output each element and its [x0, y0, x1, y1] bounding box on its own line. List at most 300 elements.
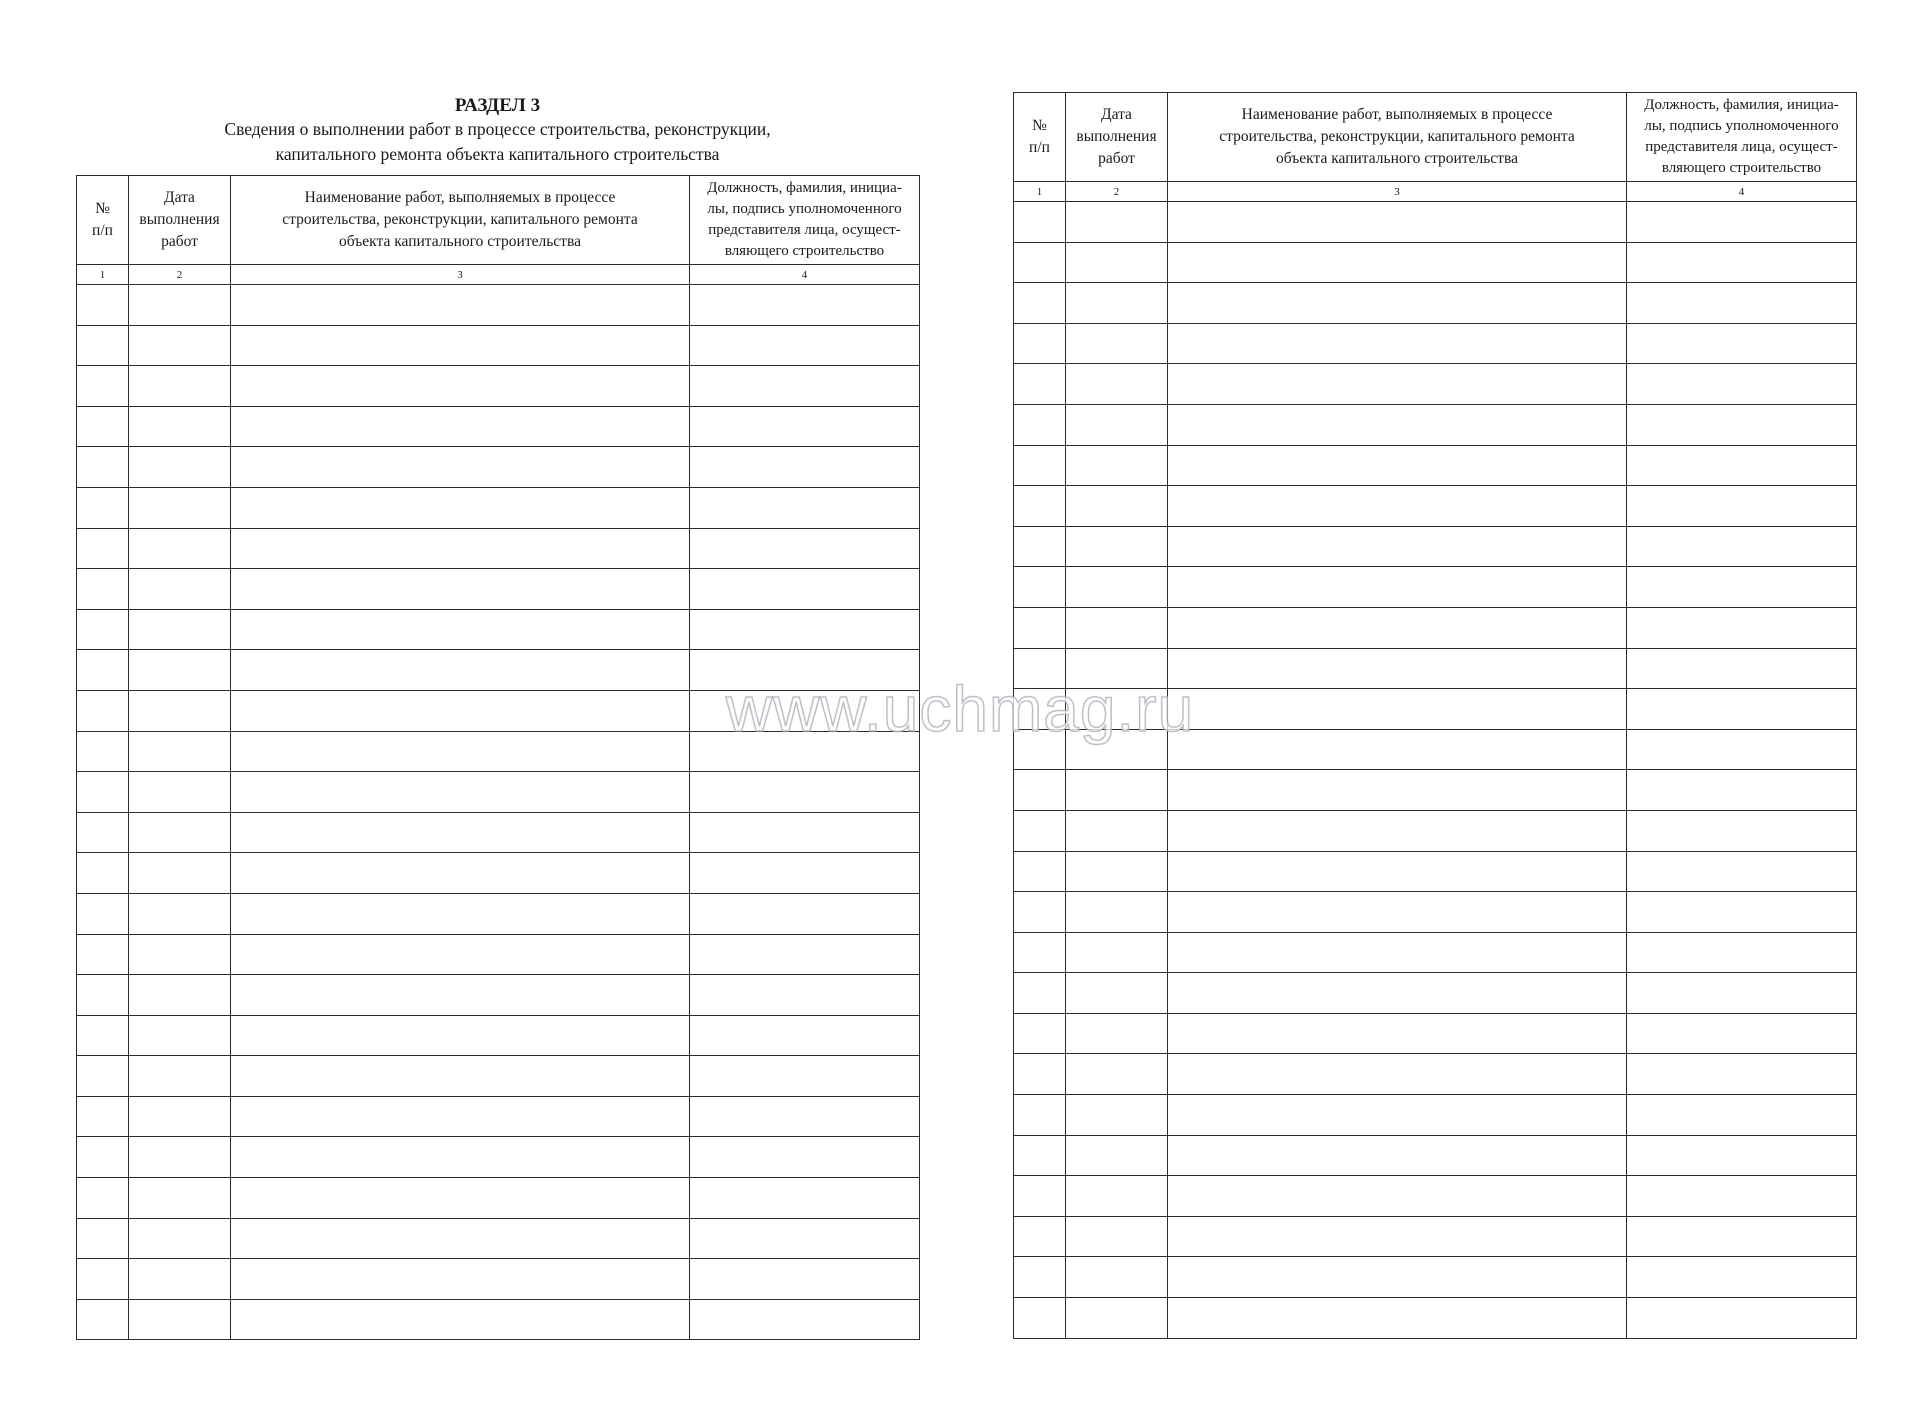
entry-date-cell[interactable] [1066, 242, 1168, 283]
entry-work-name-cell[interactable] [231, 285, 690, 326]
entry-date-cell[interactable] [129, 366, 231, 407]
section-title: РАЗДЕЛ 3 [454, 95, 541, 116]
entry-signature-cell[interactable] [1627, 1257, 1857, 1298]
entry-signature-cell[interactable] [690, 690, 920, 731]
entry-number-cell[interactable] [1014, 445, 1066, 486]
entry-signature-cell[interactable] [1627, 1054, 1857, 1095]
table-row [1014, 526, 1857, 567]
entry-number-cell[interactable] [77, 406, 129, 447]
entry-signature-cell[interactable] [690, 1299, 920, 1340]
entry-signature-cell[interactable] [1627, 404, 1857, 445]
entry-date-cell[interactable] [129, 528, 231, 569]
entry-signature-cell[interactable] [1627, 729, 1857, 770]
entry-number-cell[interactable] [77, 609, 129, 650]
entry-number-cell[interactable] [77, 1299, 129, 1340]
entry-signature-cell[interactable] [690, 975, 920, 1016]
entry-date-cell[interactable] [1066, 1176, 1168, 1217]
entry-date-cell[interactable] [129, 1056, 231, 1097]
entry-signature-cell[interactable] [1627, 973, 1857, 1014]
entry-work-name-cell[interactable] [1168, 242, 1627, 283]
entry-signature-cell[interactable] [690, 528, 920, 569]
entry-date-cell[interactable] [129, 1096, 231, 1137]
entry-signature-cell[interactable] [1627, 851, 1857, 892]
entry-work-name-cell[interactable] [231, 934, 690, 975]
entry-date-cell[interactable] [1066, 1054, 1168, 1095]
entry-number-cell[interactable] [1014, 323, 1066, 364]
entry-signature-cell[interactable] [690, 772, 920, 813]
entry-date-cell[interactable] [129, 1259, 231, 1300]
entry-date-cell[interactable] [1066, 810, 1168, 851]
entry-signature-cell[interactable] [1627, 364, 1857, 405]
entry-work-name-cell[interactable] [231, 1259, 690, 1300]
entry-work-name-cell[interactable] [1168, 1135, 1627, 1176]
table-row [1014, 1257, 1857, 1298]
entry-signature-cell[interactable] [690, 1137, 920, 1178]
entry-date-cell[interactable] [129, 975, 231, 1016]
right-page [1013, 92, 1856, 1339]
entry-number-cell[interactable] [77, 1096, 129, 1137]
entry-work-name-cell[interactable] [231, 1218, 690, 1259]
column-number-cell: 1 [77, 265, 129, 285]
entry-work-name-cell[interactable] [231, 1178, 690, 1219]
table-row [1014, 648, 1857, 689]
entry-signature-cell[interactable] [690, 609, 920, 650]
entry-work-name-cell[interactable] [1168, 567, 1627, 608]
entry-number-cell[interactable] [1014, 729, 1066, 770]
table-row [77, 1178, 920, 1219]
entry-number-cell[interactable] [77, 772, 129, 813]
column-number-cell: 4 [690, 265, 920, 285]
header-signature-line: Должность, фамилия, инициа- [707, 180, 902, 196]
entry-work-name-cell[interactable] [231, 325, 690, 366]
entry-number-cell[interactable] [1014, 1298, 1066, 1339]
table-row [77, 1056, 920, 1097]
entry-number-cell[interactable] [1014, 526, 1066, 567]
entry-number-cell[interactable] [1014, 1257, 1066, 1298]
entry-work-name-cell[interactable] [1168, 973, 1627, 1014]
header-date-line: выполнения [139, 211, 220, 228]
entry-signature-cell[interactable] [690, 893, 920, 934]
entry-signature-cell[interactable] [690, 1178, 920, 1219]
column-number-cell: 1 [1014, 182, 1066, 202]
table-row [77, 1218, 920, 1259]
entry-work-name-cell[interactable] [1168, 729, 1627, 770]
header-number-line: п/п [1029, 139, 1050, 156]
table-row [77, 690, 920, 731]
entry-signature-cell[interactable] [690, 934, 920, 975]
entry-date-cell[interactable] [1066, 892, 1168, 933]
entry-signature-cell[interactable] [690, 447, 920, 488]
table-row [77, 609, 920, 650]
entry-signature-cell[interactable] [690, 812, 920, 853]
entry-date-cell[interactable] [129, 285, 231, 326]
entry-date-cell[interactable] [129, 1218, 231, 1259]
table-row [77, 325, 920, 366]
header-signature [690, 176, 920, 265]
table-row [1014, 283, 1857, 324]
entry-number-cell[interactable] [1014, 648, 1066, 689]
entry-number-cell[interactable] [1014, 283, 1066, 324]
table-row [1014, 1013, 1857, 1054]
entry-date-cell[interactable] [1066, 932, 1168, 973]
entry-work-name-cell[interactable] [231, 731, 690, 772]
entry-work-name-cell[interactable] [231, 650, 690, 691]
entry-work-name-cell[interactable] [231, 893, 690, 934]
table-row [77, 528, 920, 569]
entry-date-cell[interactable] [129, 853, 231, 894]
entry-number-cell[interactable] [77, 893, 129, 934]
entry-signature-cell[interactable] [1627, 1135, 1857, 1176]
entry-signature-cell[interactable] [690, 1218, 920, 1259]
entry-number-cell[interactable] [1014, 1216, 1066, 1257]
header-number [1014, 93, 1066, 182]
header-number-line: № [1032, 117, 1047, 134]
entry-number-cell[interactable] [77, 325, 129, 366]
entry-work-name-cell[interactable] [1168, 364, 1627, 405]
entry-signature-cell[interactable] [690, 853, 920, 894]
table-row [1014, 242, 1857, 283]
table-row [77, 1096, 920, 1137]
entry-work-name-cell[interactable] [231, 1137, 690, 1178]
header-signature-line: представителя лица, осущест- [708, 222, 901, 238]
entry-signature-cell[interactable] [1627, 1013, 1857, 1054]
entry-work-name-cell[interactable] [1168, 526, 1627, 567]
entry-work-name-cell[interactable] [231, 366, 690, 407]
table-row [77, 569, 920, 610]
table-row [77, 650, 920, 691]
section-subtitle-line-2: капитального ремонта объекта капитального строительства [275, 144, 720, 164]
entry-signature-cell[interactable] [690, 325, 920, 366]
entry-date-cell[interactable] [1066, 689, 1168, 730]
entry-work-name-cell[interactable] [231, 1096, 690, 1137]
entry-signature-cell[interactable] [1627, 1095, 1857, 1136]
entry-signature-cell[interactable] [1627, 932, 1857, 973]
entry-date-cell[interactable] [129, 731, 231, 772]
entry-number-cell[interactable] [77, 447, 129, 488]
entry-number-cell[interactable] [1014, 404, 1066, 445]
table-row [1014, 729, 1857, 770]
section-subtitle-line-1: Сведения о выполнении работ в процессе строительства, реконструкции, [224, 119, 771, 139]
entry-work-name-cell[interactable] [231, 528, 690, 569]
entry-date-cell[interactable] [1066, 364, 1168, 405]
header-number-line: п/п [92, 222, 113, 239]
entry-number-cell[interactable] [1014, 810, 1066, 851]
table-row [1014, 404, 1857, 445]
entry-number-cell[interactable] [1014, 770, 1066, 811]
table-row [1014, 1176, 1857, 1217]
entry-date-cell[interactable] [1066, 1216, 1168, 1257]
entry-number-cell[interactable] [77, 812, 129, 853]
entry-work-name-cell[interactable] [231, 406, 690, 447]
table-row [1014, 445, 1857, 486]
entry-date-cell[interactable] [1066, 1095, 1168, 1136]
entry-date-cell[interactable] [129, 569, 231, 610]
entry-work-name-cell[interactable] [1168, 1054, 1627, 1095]
entry-work-name-cell[interactable] [1168, 1298, 1627, 1339]
entry-signature-cell[interactable] [1627, 242, 1857, 283]
entry-work-name-cell[interactable] [1168, 1257, 1627, 1298]
table-row [1014, 1095, 1857, 1136]
header-date-line: выполнения [1076, 128, 1157, 145]
entry-work-name-cell[interactable] [231, 569, 690, 610]
entry-date-cell[interactable] [1066, 486, 1168, 527]
entry-number-cell[interactable] [1014, 892, 1066, 933]
header-number [77, 176, 129, 265]
works-log-table-left [76, 175, 920, 1340]
entry-signature-cell[interactable] [1627, 323, 1857, 364]
entry-number-cell[interactable] [1014, 607, 1066, 648]
entry-number-cell[interactable] [77, 569, 129, 610]
entry-signature-cell[interactable] [690, 569, 920, 610]
entry-work-name-cell[interactable] [1168, 607, 1627, 648]
entry-signature-cell[interactable] [1627, 486, 1857, 527]
entry-date-cell[interactable] [1066, 973, 1168, 1014]
header-signature-line: Должность, фамилия, инициа- [1644, 97, 1839, 113]
entry-number-cell[interactable] [77, 1259, 129, 1300]
header-signature-line: лы, подпись уполномоченного [707, 201, 902, 217]
entry-number-cell[interactable] [77, 285, 129, 326]
entry-work-name-cell[interactable] [231, 1056, 690, 1097]
entry-work-name-cell[interactable] [1168, 283, 1627, 324]
entry-date-cell[interactable] [1066, 445, 1168, 486]
entry-number-cell[interactable] [1014, 689, 1066, 730]
entry-date-cell[interactable] [129, 447, 231, 488]
works-log-table-right [1013, 92, 1857, 1339]
entry-date-cell[interactable] [129, 487, 231, 528]
entry-signature-cell[interactable] [690, 650, 920, 691]
entry-date-cell[interactable] [1066, 770, 1168, 811]
entry-signature-cell[interactable] [690, 366, 920, 407]
entry-signature-cell[interactable] [1627, 1176, 1857, 1217]
entry-date-cell[interactable] [129, 325, 231, 366]
entry-work-name-cell[interactable] [1168, 323, 1627, 364]
entry-date-cell[interactable] [129, 893, 231, 934]
entry-date-cell[interactable] [1066, 1257, 1168, 1298]
entry-number-cell[interactable] [77, 690, 129, 731]
entry-date-cell[interactable] [1066, 1013, 1168, 1054]
header-signature-line: лы, подпись уполномоченного [1644, 118, 1839, 134]
header-date [1066, 93, 1168, 182]
entry-date-cell[interactable] [1066, 202, 1168, 243]
entry-signature-cell[interactable] [1627, 1216, 1857, 1257]
entry-work-name-cell[interactable] [1168, 892, 1627, 933]
entry-date-cell[interactable] [129, 934, 231, 975]
entry-date-cell[interactable] [129, 772, 231, 813]
entry-number-cell[interactable] [1014, 1176, 1066, 1217]
entry-work-name-cell[interactable] [231, 772, 690, 813]
entry-signature-cell[interactable] [1627, 689, 1857, 730]
entry-signature-cell[interactable] [1627, 526, 1857, 567]
table-row [1014, 1135, 1857, 1176]
entry-work-name-cell[interactable] [1168, 1095, 1627, 1136]
entry-number-cell[interactable] [77, 934, 129, 975]
entry-work-name-cell[interactable] [1168, 1176, 1627, 1217]
entry-date-cell[interactable] [1066, 607, 1168, 648]
entry-work-name-cell[interactable] [1168, 404, 1627, 445]
header-work-name [1168, 93, 1627, 182]
entry-work-name-cell[interactable] [1168, 202, 1627, 243]
entry-date-cell[interactable] [1066, 729, 1168, 770]
table-row [77, 975, 920, 1016]
entry-number-cell[interactable] [77, 1015, 129, 1056]
entry-date-cell[interactable] [129, 1299, 231, 1340]
entry-work-name-cell[interactable] [231, 690, 690, 731]
watermark: www.uchmag.ru [725, 673, 1195, 745]
entry-number-cell[interactable] [1014, 1135, 1066, 1176]
header-date-line: работ [1098, 150, 1135, 167]
entry-date-cell[interactable] [1066, 283, 1168, 324]
entry-number-cell[interactable] [1014, 1054, 1066, 1095]
entry-number-cell[interactable] [77, 731, 129, 772]
table-row [77, 812, 920, 853]
entry-work-name-cell[interactable] [1168, 648, 1627, 689]
header-work-name-line: Наименование работ, выполняемых в процессе [1241, 106, 1553, 123]
column-number-cell: 3 [231, 265, 690, 285]
table-row [1014, 973, 1857, 1014]
table-row [77, 487, 920, 528]
entry-signature-cell[interactable] [690, 731, 920, 772]
entry-number-cell[interactable] [77, 487, 129, 528]
entry-signature-cell[interactable] [690, 1096, 920, 1137]
table-row [1014, 364, 1857, 405]
entry-number-cell[interactable] [77, 853, 129, 894]
header-work-name-line: объекта капитального строительства [339, 233, 581, 250]
header-signature-line: представителя лица, осущест- [1645, 139, 1838, 155]
entry-date-cell[interactable] [129, 406, 231, 447]
entry-date-cell[interactable] [1066, 567, 1168, 608]
entry-number-cell[interactable] [77, 650, 129, 691]
entry-signature-cell[interactable] [690, 406, 920, 447]
entry-work-name-cell[interactable] [1168, 810, 1627, 851]
entry-number-cell[interactable] [1014, 932, 1066, 973]
entry-work-name-cell[interactable] [231, 1299, 690, 1340]
header-date-line: Дата [1101, 106, 1132, 123]
entry-signature-cell[interactable] [1627, 892, 1857, 933]
entry-date-cell[interactable] [1066, 526, 1168, 567]
entry-work-name-cell[interactable] [231, 447, 690, 488]
header-work-name-line: объекта капитального строительства [1276, 150, 1518, 167]
entry-signature-cell[interactable] [1627, 810, 1857, 851]
column-number-row [77, 265, 920, 285]
entry-signature-cell[interactable] [1627, 567, 1857, 608]
header-signature [1627, 93, 1857, 182]
entry-signature-cell[interactable] [1627, 648, 1857, 689]
entry-signature-cell[interactable] [1627, 1298, 1857, 1339]
entry-date-cell[interactable] [1066, 1135, 1168, 1176]
entry-number-cell[interactable] [77, 1056, 129, 1097]
entry-number-cell[interactable] [77, 1178, 129, 1219]
entry-work-name-cell[interactable] [1168, 1216, 1627, 1257]
section-header [76, 94, 919, 167]
entry-signature-cell[interactable] [1627, 202, 1857, 243]
entry-date-cell[interactable] [129, 690, 231, 731]
entry-date-cell[interactable] [129, 650, 231, 691]
entry-work-name-cell[interactable] [1168, 851, 1627, 892]
header-work-name [231, 176, 690, 265]
entry-number-cell[interactable] [77, 975, 129, 1016]
entry-work-name-cell[interactable] [1168, 445, 1627, 486]
table-row [1014, 892, 1857, 933]
entry-signature-cell[interactable] [1627, 445, 1857, 486]
entry-signature-cell[interactable] [690, 285, 920, 326]
column-number-cell: 4 [1627, 182, 1857, 202]
entry-signature-cell[interactable] [1627, 770, 1857, 811]
entry-number-cell[interactable] [1014, 973, 1066, 1014]
entry-number-cell[interactable] [77, 1218, 129, 1259]
table-row [77, 1137, 920, 1178]
table-row [77, 1299, 920, 1340]
left-page [76, 92, 919, 1340]
entry-date-cell[interactable] [129, 1178, 231, 1219]
table-row [1014, 932, 1857, 973]
entry-date-cell[interactable] [1066, 323, 1168, 364]
entry-work-name-cell[interactable] [231, 609, 690, 650]
entry-work-name-cell[interactable] [1168, 932, 1627, 973]
entry-number-cell[interactable] [1014, 364, 1066, 405]
column-number-cell: 3 [1168, 182, 1627, 202]
header-date-line: Дата [164, 189, 195, 206]
table-row [77, 285, 920, 326]
entry-work-name-cell[interactable] [231, 975, 690, 1016]
entry-number-cell[interactable] [1014, 567, 1066, 608]
column-number-cell: 2 [1066, 182, 1168, 202]
entry-number-cell[interactable] [1014, 1013, 1066, 1054]
entry-work-name-cell[interactable] [1168, 770, 1627, 811]
entry-number-cell[interactable] [1014, 202, 1066, 243]
entry-work-name-cell[interactable] [231, 812, 690, 853]
entry-date-cell[interactable] [1066, 1298, 1168, 1339]
entry-date-cell[interactable] [129, 1015, 231, 1056]
header-row [1014, 93, 1857, 182]
table-row [77, 1259, 920, 1300]
entry-signature-cell[interactable] [1627, 607, 1857, 648]
entry-number-cell[interactable] [77, 1137, 129, 1178]
entry-work-name-cell[interactable] [1168, 486, 1627, 527]
header-date [129, 176, 231, 265]
table-row [77, 1015, 920, 1056]
header-signature-line: вляющего строительство [1661, 160, 1822, 176]
entry-number-cell[interactable] [1014, 851, 1066, 892]
entry-work-name-cell[interactable] [1168, 689, 1627, 730]
table-row [1014, 851, 1857, 892]
entry-number-cell[interactable] [77, 528, 129, 569]
entry-number-cell[interactable] [1014, 1095, 1066, 1136]
entry-number-cell[interactable] [77, 366, 129, 407]
entry-work-name-cell[interactable] [231, 487, 690, 528]
header-signature-line: вляющего строительство [724, 243, 885, 259]
entry-signature-cell[interactable] [690, 487, 920, 528]
entry-number-cell[interactable] [1014, 242, 1066, 283]
entry-work-name-cell[interactable] [231, 853, 690, 894]
entry-date-cell[interactable] [1066, 648, 1168, 689]
entry-number-cell[interactable] [1014, 486, 1066, 527]
entry-date-cell[interactable] [129, 812, 231, 853]
header-row [77, 176, 920, 265]
entry-work-name-cell[interactable] [1168, 1013, 1627, 1054]
table-row [77, 731, 920, 772]
entry-date-cell[interactable] [1066, 851, 1168, 892]
header-work-name-line: строительства, реконструкции, капитального ремонта [282, 211, 638, 228]
header-work-name-line: строительства, реконструкции, капитального ремонта [1219, 128, 1575, 145]
entry-signature-cell[interactable] [690, 1015, 920, 1056]
entry-date-cell[interactable] [129, 609, 231, 650]
entry-work-name-cell[interactable] [231, 1015, 690, 1056]
entry-signature-cell[interactable] [690, 1056, 920, 1097]
entry-date-cell[interactable] [129, 1137, 231, 1178]
entry-signature-cell[interactable] [690, 1259, 920, 1300]
entry-date-cell[interactable] [1066, 404, 1168, 445]
entry-signature-cell[interactable] [1627, 283, 1857, 324]
